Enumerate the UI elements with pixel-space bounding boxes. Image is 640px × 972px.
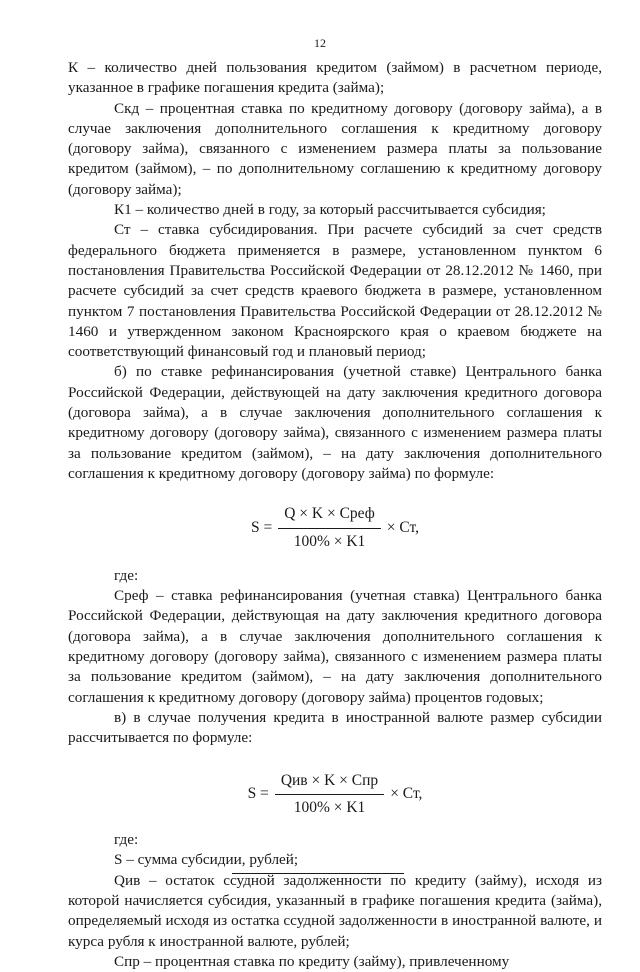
formula-lhs: S = bbox=[250, 518, 273, 536]
formula-foreign-currency bbox=[68, 771, 602, 819]
paragraph-st-definition: Ст – ставка субсидирования. При расчете субсидий за счет средств федерального бюджета применяется в размере, установленном пунктом 6 постановления Правительства Российской Федерации от 28.12.2012 № 1460, при расчете субсидий за счет средств краевого бюджета в размере, установленном пунктом 7 постановления Правительства Российской Федерации от 28.12.2012 № 1460 и утвержденном законом Красноярского края о краевом бюджете на соответствующий финансовый год и плановый период; bbox=[68, 221, 602, 361]
paragraph-k1-definition: К1 – количество дней в году, за который рассчитывается субсидия; bbox=[114, 201, 546, 219]
formula-fraction bbox=[278, 504, 381, 552]
paragraph-skd-definition: Скд – процентная ставка по кредитному договору (договору займа), а в случае заключения дополнительного соглашения к кредитному договору (договору займа), связанного с изменением размера платы за пользование кредитом (займом), – по дополнительному соглашению к кредитному договору (договору займа); bbox=[68, 99, 602, 198]
paragraph-s-definition: S – сумма субсидии, рублей; bbox=[114, 851, 299, 869]
paragraph-spr-definition: Спр – процентная ставка по кредиту (займу), привлеченному bbox=[114, 952, 510, 970]
where-label: где: bbox=[114, 831, 139, 849]
document-body bbox=[68, 58, 602, 972]
paragraph-sref-definition: Среф – ставка рефинансирования (учетная ставка) Центрального банка Российской Федерации, действующая на дату заключения кредитного договора (договора займа), а в случае заключения дополнительного соглашения к кредитному договору (договору займа), связанного с изменением размера платы за пользование кредитом (займом), – на дату заключения дополнительного соглашения к кредитному договору (договору займа) процентов годовых; bbox=[68, 587, 602, 706]
formula-fraction bbox=[275, 771, 384, 819]
paragraph-option-b: б) по ставке рефинансирования (учетной ставке) Центрального банка Российской Федерации, действующей на дату заключения кредитного договора (договора займа), а в случае заключения дополнительного соглашения к кредитному договору (договору займа), связанного с изменением размера платы за пользование кредитом (займом), – на дату заключения дополнительного соглашения к кредитному договору (договору займа) по формуле: bbox=[68, 363, 602, 482]
formula-denominator: 100% × K1 bbox=[293, 532, 366, 550]
formula-lhs: S = bbox=[247, 785, 269, 803]
formula-rhs: × Ст, bbox=[386, 518, 420, 536]
formula-denominator: 100% × K1 bbox=[293, 798, 366, 816]
formula-numerator: Q × K × Среф bbox=[278, 504, 381, 528]
paragraph-option-v: в) в случае получения кредита в иностранной валюте размер субсидии рассчитывается по формуле: bbox=[68, 708, 602, 747]
formula-numerator: Qив × K × Спр bbox=[275, 771, 384, 795]
page-number: 12 bbox=[314, 36, 326, 50]
paragraph-k-definition: К – количество дней пользования кредитом (займом) в расчетном периоде, указанное в графике погашения кредита (займа); bbox=[68, 59, 602, 97]
paragraph-qiv-definition: Qив – остаток ссудной задолженности по кредиту (займу), исходя из которой начисляется субсидия, указанный в графике погашения кредита (займа), определяемый исходя из остатка ссудной задолженности в иностранной валюте, и курса рубля к иностранной валюте, рублей; bbox=[68, 871, 602, 950]
footnote-separator bbox=[232, 873, 404, 874]
where-label: где: bbox=[114, 566, 139, 584]
formula-rhs: × Ст, bbox=[390, 785, 423, 803]
formula-refinancing bbox=[68, 504, 602, 552]
